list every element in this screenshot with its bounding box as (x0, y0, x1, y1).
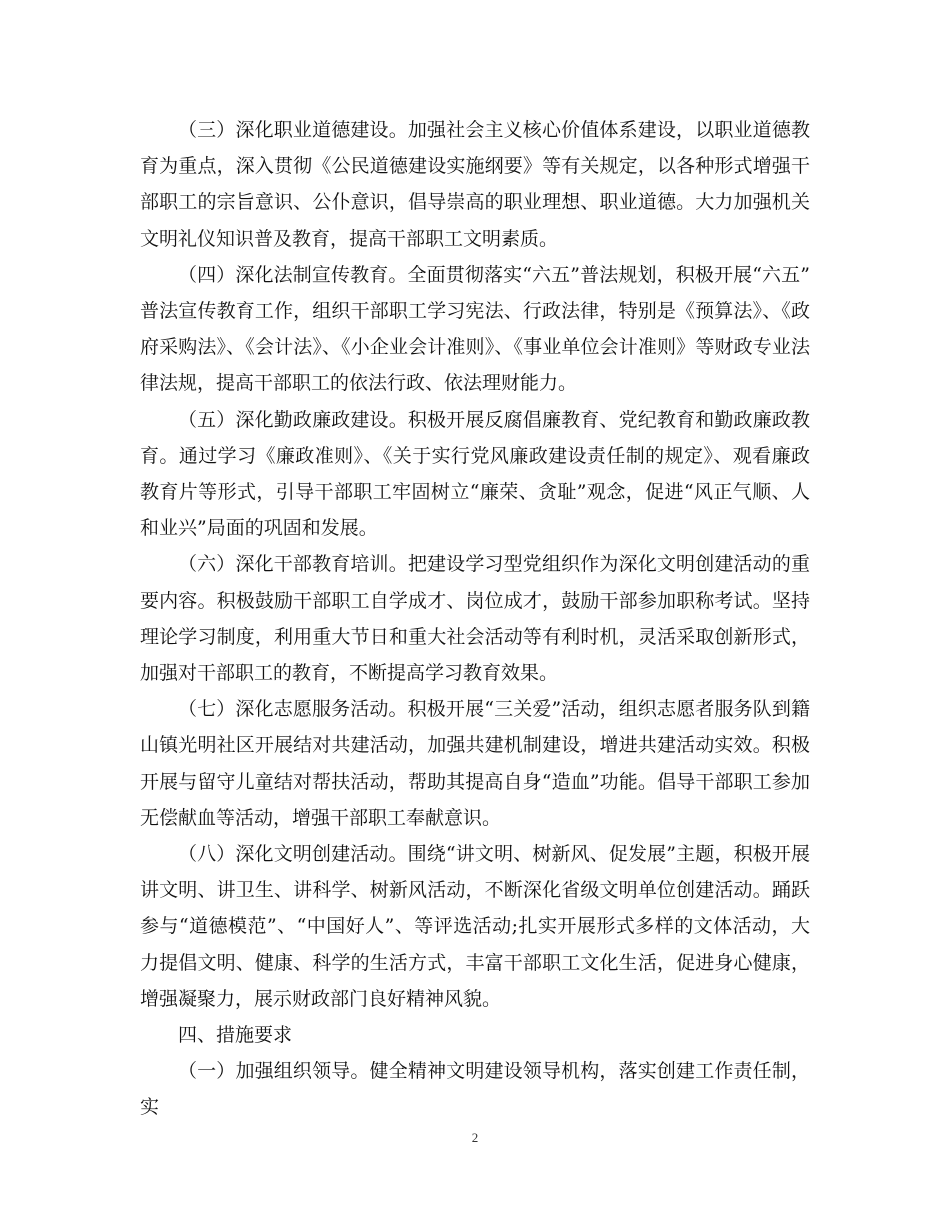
paragraph-legal-education: （四）深化法制宣传教育。全面贯彻落实“六五”普法规划，积极开展“六五”普法宣传教育工作，组织干部职工学习宪法、行政法律，特别是《预算法》、《政府采购法》、《会计法》、《小企业会计准则》、《事业单位会计准则》等财政专业法律法规，提高干部职工的依法行政、依法理财能力。 (140, 263, 810, 395)
paragraph-integrity-building: （五）深化勤政廉政建设。积极开展反腐倡廉教育、党纪教育和勤政廉政教育。通过学习《廉政准则》、《关于实行党风廉政建设责任制的规定》、观看廉政教育片等形式，引导干部职工牢固树立“廉荣、贪耻”观念，促进“风正气顺、人和业兴”局面的巩固和发展。 (140, 408, 810, 540)
section-heading-measures: 四、措施要求 (178, 1024, 293, 1047)
paragraph-civilization-activities: （八）深化文明创建活动。围绕“讲文明、树新风、促发展”主题，积极开展讲文明、讲卫生、讲科学、树新风活动，不断深化省级文明单位创建活动。踊跃参与“道德模范”、“中国好人”、等评选活动;扎实开展形式多样的文体活动，大力提倡文明、健康、科学的生活方式，丰富干部职工文化生活，促进身心健康，增强凝聚力，展示财政部门良好精神风貌。 (140, 843, 810, 1010)
paragraph-volunteer-service: （七）深化志愿服务活动。积极开展“三关爱”活动，组织志愿者服务队到籍山镇光明社区开展结对共建活动，加强共建机制建设，增进共建活动实效。积极开展与留守儿童结对帮扶活动，帮助其提高自身“造血”功能。倡导干部职工参加无偿献血等活动，增强干部职工奉献意识。 (140, 698, 810, 829)
paragraph-professional-ethics: （三）深化职业道德建设。加强社会主义核心价值体系建设，以职业道德教育为重点，深入贯彻《公民道德建设实施纲要》等有关规定，以各种形式增强干部职工的宗旨意识、公仆意识，倡导崇高的职业理想、职业道德。大力加强机关文明礼仪知识普及教育，提高干部职工文明素质。 (140, 119, 810, 250)
paragraph-cadre-training: （六）深化干部教育培训。把建设学习型党组织作为深化文明创建活动的重要内容。积极鼓励干部职工自学成才、岗位成才，鼓励干部参加职称考试。坚持理论学习制度，利用重大节日和重大社会活动等有利时机，灵活采取创新形式，加强对干部职工的教育，不断提高学习教育效果。 (140, 553, 810, 685)
paragraph-organizational-leadership: （一）加强组织领导。健全精神文明建设领导机构，落实创建工作责任制，实 (140, 1060, 810, 1119)
page-number: 2 (471, 1130, 479, 1145)
document-body (140, 112, 810, 1126)
